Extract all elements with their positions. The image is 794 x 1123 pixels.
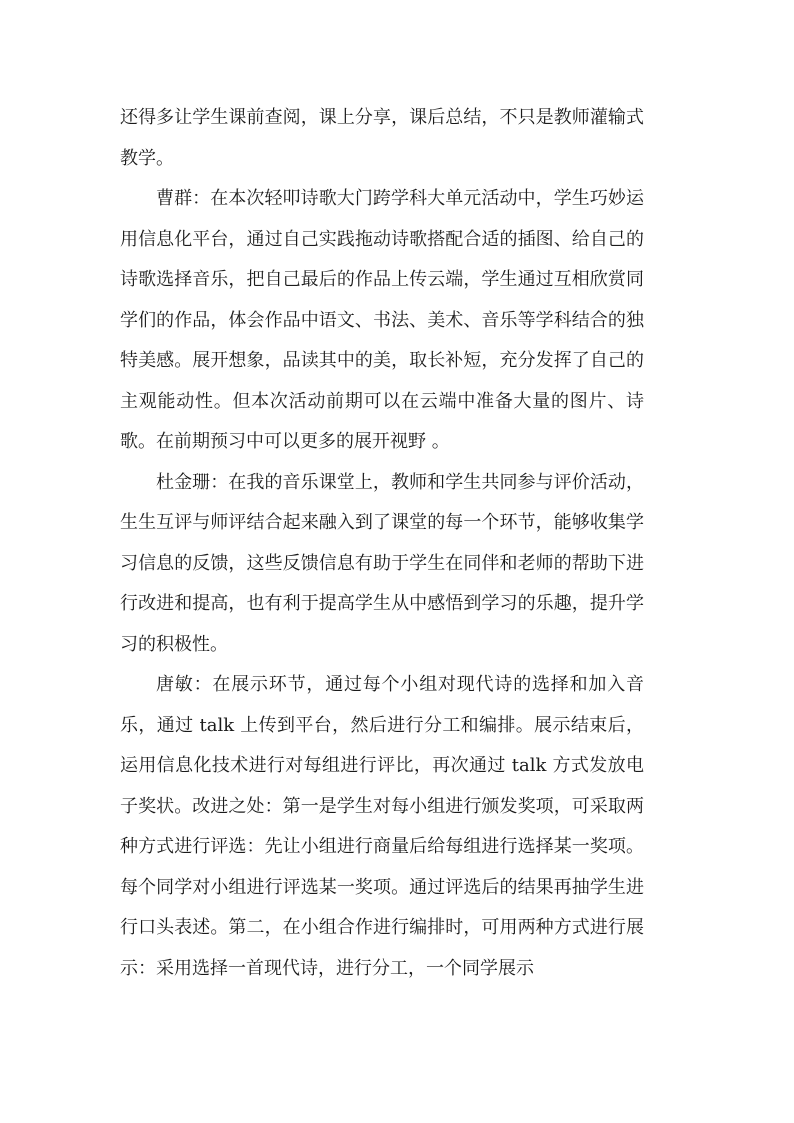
- paragraph-tang-min: 唐敏：在展示环节，通过每个小组对现代诗的选择和加入音乐，通过 talk 上传到平台，然后进行分工和编排。展示结束后，运用信息化技术进行对每组进行评比，再次通过 talk 方式发放电子奖状。改进之处：第一是学生对每小组进行颁发奖项，可采取两种方式进行评选：先让小组进行商量后给每组进行选择某一奖项。每个同学对小组进行评选某一奖项。通过评选后的结果再抽学生进行口头表述。第二，在小组合作进行编排时，可用两种方式进行展示：采用选择一首现代诗，进行分工，一个同学展示: [120, 674, 644, 979]
- paragraph-cao-qun: 曹群：在本次轻叩诗歌大门跨学科大单元活动中，学生巧妙运用信息化平台，通过自己实践拖动诗歌搭配合适的插图、给自己的诗歌选择音乐，把自己最后的作品上传云端，学生通过互相欣赏同学们的作品，体会作品中语文、书法、美术、音乐等学科结合的独特美感。展开想象，品读其中的美，取长补短，充分发挥了自己的主观能动性。但本次活动前期可以在云端中准备大量的图片、诗歌。在前期预习中可以更多的展开视野 。: [120, 188, 644, 452]
- paragraph-du-jinshan: 杜金珊：在我的音乐课堂上，教师和学生共同参与评价活动，生生互评与师评结合起来融入到了课堂的每一个环节，能够收集学习信息的反馈，这些反馈信息有助于学生在同伴和老师的帮助下进行改进和提高，也有利于提高学生从中感悟到学习的乐趣，提升学习的积极性。: [120, 471, 644, 655]
- document-page: [120, 98, 644, 989]
- paragraph-continuation: 还得多让学生课前查阅，课上分享，课后总结，不只是教师灌输式教学。: [120, 107, 644, 169]
